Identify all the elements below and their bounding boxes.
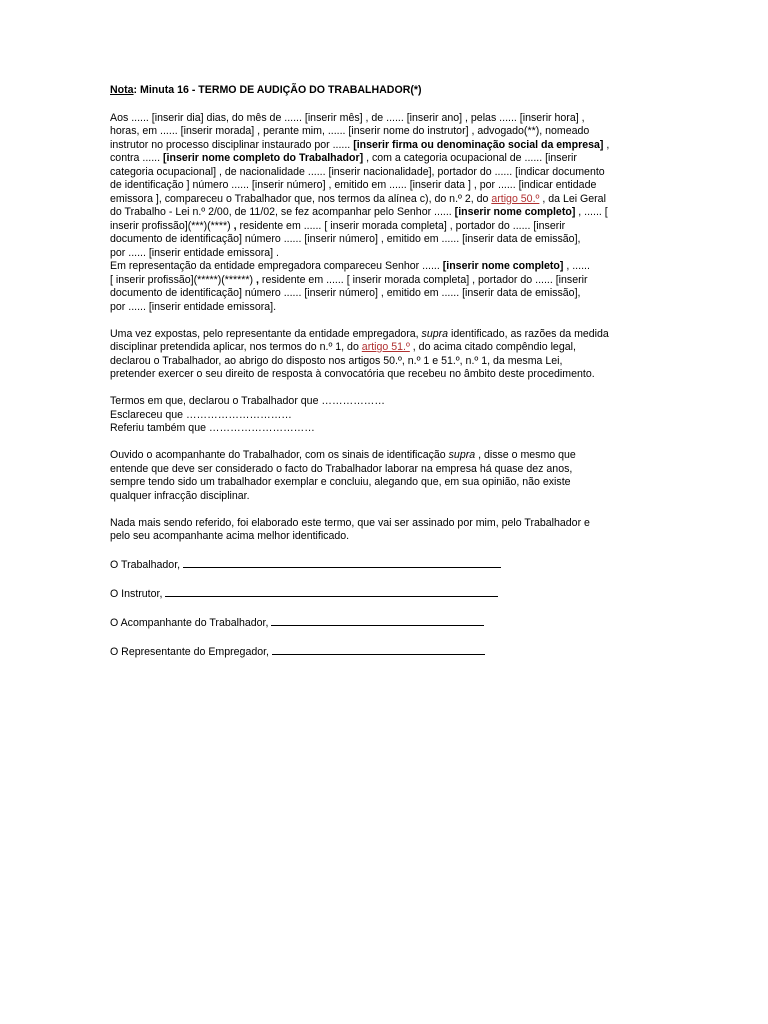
bold-placeholder: [inserir nome completo do Trabalhador] — [163, 152, 364, 164]
signature-label: O Acompanhante do Trabalhador, — [110, 617, 272, 629]
text-line: Esclareceu que ………………………… — [110, 408, 292, 421]
text-line: Termos em que, declarou o Trabalhador que ……………… — [110, 395, 385, 407]
text-line: contra ...... [inserir nome completo do Trabalhador] , com a categoria ocupacional de ...... [inserir — [110, 152, 577, 164]
signature-trabalhador — [110, 557, 670, 573]
signature-label: O Representante do Empregador, — [110, 646, 272, 658]
paragraph-acompanhante — [110, 449, 670, 503]
text-line: horas, em ...... [inserir morada] , perante mim, ...... [inserir nome do instrutor] , advogado(**), nomeado — [110, 125, 590, 137]
link-artigo-51[interactable]: artigo 51.º — [361, 341, 410, 353]
title-text: : Minuta 16 - TERMO DE AUDIÇÃO DO TRABALHADOR(*) — [133, 84, 422, 96]
text-line: documento de identificação] número ...... [inserir número] , emitido em ...... [inserir data de emissão], — [110, 233, 581, 245]
text-line: sempre tendo sido um trabalhador exemplar e concluiu, alegando que, em sua opinião, não existe — [110, 476, 571, 488]
text-line: [ inserir profissão](*****)(******) , residente em ...... [ inserir morada completa] , portador do ...... [inserir — [110, 273, 588, 286]
signature-acompanhante — [110, 615, 670, 631]
text-line: de identificação ] número ...... [inserir número] , emitido em ...... [inserir data ] , por ...... [indicar entidade — [110, 179, 597, 191]
bold-placeholder: [inserir nome completo] — [454, 206, 576, 218]
text-line: entende que deve ser considerado o facto do Trabalhador laborar na empresa há quase dez anos, — [110, 462, 573, 475]
signature-instrutor — [110, 586, 670, 602]
paragraph-encerramento — [110, 517, 670, 544]
signature-line[interactable] — [183, 557, 501, 568]
text-line: Ouvido o acompanhante do Trabalhador, com os sinais de identificação supra , disse o mesmo que — [110, 449, 576, 461]
text-line: Uma vez expostas, pelo representante da entidade empregadora, supra identificado, as razões da medida — [110, 327, 609, 340]
text-line: documento de identificação] número ...... [inserir número] , emitido em ...... [inserir data de emissão], — [110, 287, 581, 299]
link-artigo-50[interactable]: artigo 50.º — [491, 192, 540, 205]
text-line: por ...... [inserir entidade emissora]. — [110, 300, 277, 313]
signature-line[interactable] — [165, 586, 498, 597]
title-prefix: Nota — [110, 84, 134, 96]
bold-placeholder: [inserir nome completo] — [442, 260, 564, 272]
bold-placeholder: [inserir firma ou denominação social da empresa] — [353, 138, 604, 151]
text-line: pretender exercer o seu direito de resposta à convocatória que recebeu no âmbito deste procedimento. — [110, 368, 595, 380]
text-line: do Trabalho - Lei n.º 2/00, de 11/02, se fez acompanhar pelo Senhor ...... [inserir nome completo] , ...... [ — [110, 206, 608, 218]
text-line: Referiu também que ………………………… — [110, 422, 315, 434]
signature-label: O Instrutor, — [110, 588, 166, 600]
text-line: emissora ], compareceu o Trabalhador que, nos termos da alínea c), do n.º 2, do artigo 50.º , da Lei Geral — [110, 192, 606, 205]
text-line: instrutor no processo disciplinar instaurado por ...... [inserir firma ou denominação social da empresa] , — [110, 138, 610, 151]
paragraph-audiencia — [110, 112, 670, 315]
text-line: pelo seu acompanhante acima melhor identificado. — [110, 530, 350, 542]
text-line: por ...... [inserir entidade emissora] . — [110, 246, 279, 259]
signature-line[interactable] — [271, 615, 484, 626]
text-line: Nada mais sendo referido, foi elaborado este termo, que vai ser assinado por mim, pelo Trabalhador e — [110, 516, 590, 529]
text-line: inserir profissão](***)(****) , residente em ...... [ inserir morada completa] , portador do ...... [inserir — [110, 219, 566, 232]
signature-line[interactable] — [272, 644, 485, 655]
paragraph-termos — [110, 395, 670, 436]
text-line: declarou o Trabalhador, ao abrigo do disposto nos artigos 50.º, n.º 1 e 51.º, n.º 1, da mesma Lei, — [110, 354, 563, 367]
signature-representante — [110, 644, 670, 660]
text-line: Aos ...... [inserir dia] dias, do mês de ...... [inserir mês] , de ...... [inserir ano] , pelas ...... [inserir hora] , — [110, 111, 585, 124]
signature-label: O Trabalhador, — [110, 559, 184, 571]
document-body — [110, 84, 670, 673]
paragraph-exposicao — [110, 328, 670, 382]
text-line: Em representação da entidade empregadora compareceu Senhor ...... [inserir nome completo] , ...... — [110, 260, 590, 272]
document-title — [110, 84, 670, 98]
text-line: disciplinar pretendida aplicar, nos termos do n.º 1, do artigo 51.º , do acima citado compêndio legal, — [110, 341, 576, 353]
text-line: categoria ocupacional] , de nacionalidade ...... [inserir nacionalidade], portador do ...... [indicar documento — [110, 165, 605, 178]
text-line: qualquer infracção disciplinar. — [110, 489, 250, 502]
